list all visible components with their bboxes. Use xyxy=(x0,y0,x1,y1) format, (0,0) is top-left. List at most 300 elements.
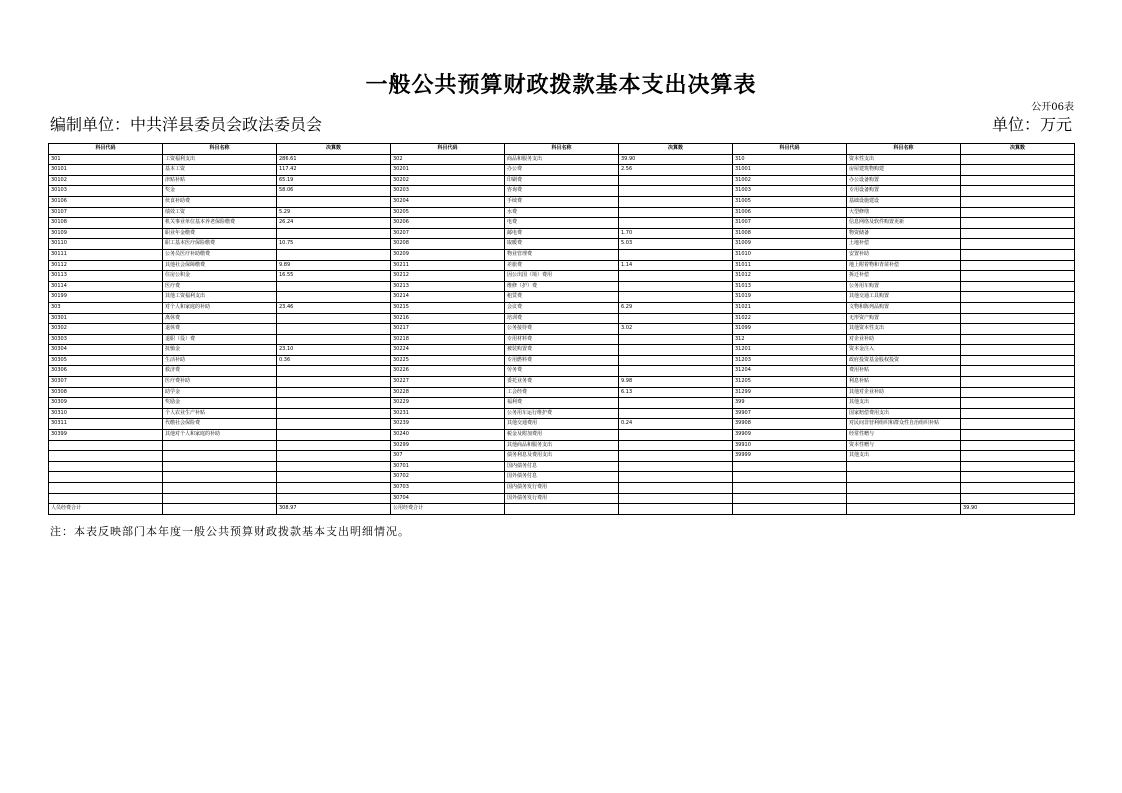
code-cell: 31012 xyxy=(733,271,847,282)
code-cell: 30212 xyxy=(391,271,505,282)
name-cell: 其他支出 xyxy=(847,398,961,409)
name-cell: 对民间非营利组织和群众性自治组织补贴 xyxy=(847,419,961,430)
table-row xyxy=(49,355,1075,366)
table-row xyxy=(49,419,1075,430)
amount-cell xyxy=(277,493,391,504)
name-cell: 公务用车运行维护费 xyxy=(505,408,619,419)
name-cell: 助学金 xyxy=(163,387,277,398)
name-cell xyxy=(847,483,961,494)
column-header: 科目名称 xyxy=(163,144,277,155)
table-row xyxy=(49,451,1075,462)
name-cell: 水费 xyxy=(505,207,619,218)
name-cell: 绩效工资 xyxy=(163,207,277,218)
code-cell: 39909 xyxy=(733,430,847,441)
name-cell: 信息网络及软件购置更新 xyxy=(847,218,961,229)
table-row xyxy=(49,154,1075,165)
code-cell: 30309 xyxy=(49,398,163,409)
code-cell: 人员经费合计 xyxy=(49,504,163,515)
name-cell: 代缴社会保险费 xyxy=(163,419,277,430)
name-cell: 住房公积金 xyxy=(163,271,277,282)
column-header: 决算数 xyxy=(277,144,391,155)
amount-cell xyxy=(277,249,391,260)
name-cell: 取暖费 xyxy=(505,239,619,250)
name-cell: 对企业补助 xyxy=(847,334,961,345)
amount-cell: 5.03 xyxy=(619,239,733,250)
code-cell xyxy=(49,472,163,483)
code-cell: 30217 xyxy=(391,324,505,335)
code-cell: 301 xyxy=(49,154,163,165)
code-cell: 30704 xyxy=(391,493,505,504)
amount-cell xyxy=(619,504,733,515)
code-cell: 310 xyxy=(733,154,847,165)
amount-cell: 1.70 xyxy=(619,228,733,239)
code-cell: 30229 xyxy=(391,398,505,409)
amount-cell xyxy=(619,493,733,504)
name-cell: 福利费 xyxy=(505,398,619,409)
code-cell: 30702 xyxy=(391,472,505,483)
amount-cell xyxy=(619,345,733,356)
code-cell: 30308 xyxy=(49,387,163,398)
code-cell: 30109 xyxy=(49,228,163,239)
code-cell: 30208 xyxy=(391,239,505,250)
amount-cell xyxy=(277,461,391,472)
table-row xyxy=(49,345,1075,356)
code-cell: 30199 xyxy=(49,292,163,303)
name-cell: 邮电费 xyxy=(505,228,619,239)
amount-cell xyxy=(961,313,1075,324)
code-cell: 30226 xyxy=(391,366,505,377)
amount-cell xyxy=(619,483,733,494)
amount-cell: 2.56 xyxy=(619,165,733,176)
amount-cell xyxy=(961,461,1075,472)
name-cell: 抚恤金 xyxy=(163,345,277,356)
amount-cell xyxy=(277,228,391,239)
table-row xyxy=(49,228,1075,239)
column-header: 科目名称 xyxy=(847,144,961,155)
column-header: 科目名称 xyxy=(505,144,619,155)
name-cell: 国外债务付息 xyxy=(505,472,619,483)
name-cell: 奖励金 xyxy=(163,398,277,409)
code-cell: 30227 xyxy=(391,377,505,388)
amount-cell xyxy=(277,408,391,419)
name-cell: 医疗费 xyxy=(163,281,277,292)
name-cell xyxy=(847,504,961,515)
amount-cell: 0.36 xyxy=(277,355,391,366)
amount-cell xyxy=(619,292,733,303)
amount-cell xyxy=(277,398,391,409)
amount-cell xyxy=(961,387,1075,398)
code-cell xyxy=(49,461,163,472)
amount-cell xyxy=(619,355,733,366)
amount-cell: 10.75 xyxy=(277,239,391,250)
code-cell: 31201 xyxy=(733,345,847,356)
code-cell: 30101 xyxy=(49,165,163,176)
name-cell: 物业管理费 xyxy=(505,249,619,260)
name-cell: 其他工资福利支出 xyxy=(163,292,277,303)
name-cell: 其他交通费用 xyxy=(505,419,619,430)
code-cell: 30213 xyxy=(391,281,505,292)
amount-cell xyxy=(277,377,391,388)
code-cell: 30111 xyxy=(49,249,163,260)
amount-cell xyxy=(961,175,1075,186)
name-cell: 差旅费 xyxy=(505,260,619,271)
code-cell: 31002 xyxy=(733,175,847,186)
name-cell: 文物和陈列品购置 xyxy=(847,302,961,313)
amount-cell xyxy=(961,271,1075,282)
name-cell: 大型修缮 xyxy=(847,207,961,218)
code-cell xyxy=(49,483,163,494)
code-cell: 30114 xyxy=(49,281,163,292)
name-cell: 奖金 xyxy=(163,186,277,197)
amount-cell xyxy=(961,334,1075,345)
code-cell: 30201 xyxy=(391,165,505,176)
table-row xyxy=(49,440,1075,451)
column-header: 决算数 xyxy=(961,144,1075,155)
name-cell: 费用补贴 xyxy=(847,366,961,377)
code-cell: 303 xyxy=(49,302,163,313)
amount-cell xyxy=(961,440,1075,451)
name-cell: 维修（护）费 xyxy=(505,281,619,292)
amount-cell xyxy=(961,207,1075,218)
amount-cell xyxy=(619,366,733,377)
code-cell: 31005 xyxy=(733,196,847,207)
code-cell: 30299 xyxy=(391,440,505,451)
code-cell: 30206 xyxy=(391,218,505,229)
code-cell: 31013 xyxy=(733,281,847,292)
code-cell xyxy=(733,483,847,494)
name-cell: 委托业务费 xyxy=(505,377,619,388)
name-cell: 生活补助 xyxy=(163,355,277,366)
code-cell: 39999 xyxy=(733,451,847,462)
name-cell: 租赁费 xyxy=(505,292,619,303)
amount-cell xyxy=(961,355,1075,366)
code-cell: 30225 xyxy=(391,355,505,366)
name-cell: 其他对企业补助 xyxy=(847,387,961,398)
amount-cell xyxy=(961,472,1075,483)
amount-cell: 23.46 xyxy=(277,302,391,313)
form-number: 公开06表 xyxy=(1031,102,1074,113)
name-cell: 退职（役）费 xyxy=(163,334,277,345)
table-row xyxy=(49,472,1075,483)
amount-cell xyxy=(961,430,1075,441)
amount-cell xyxy=(277,440,391,451)
name-cell: 国内债务付息 xyxy=(505,461,619,472)
code-cell: 30107 xyxy=(49,207,163,218)
name-cell: 手续费 xyxy=(505,196,619,207)
amount-cell xyxy=(961,451,1075,462)
table-row xyxy=(49,302,1075,313)
amount-cell xyxy=(277,196,391,207)
table-row xyxy=(49,186,1075,197)
name-cell: 国内债务发行费用 xyxy=(505,483,619,494)
amount-cell xyxy=(961,398,1075,409)
code-cell: 31010 xyxy=(733,249,847,260)
code-cell: 39907 xyxy=(733,408,847,419)
code-cell: 312 xyxy=(733,334,847,345)
amount-cell xyxy=(961,228,1075,239)
name-cell: 资本性支出 xyxy=(847,154,961,165)
amount-cell xyxy=(961,260,1075,271)
amount-cell: 16.55 xyxy=(277,271,391,282)
table-row xyxy=(49,292,1075,303)
code-cell: 399 xyxy=(733,398,847,409)
name-cell: 其他对个人和家庭的补助 xyxy=(163,430,277,441)
amount-cell xyxy=(619,207,733,218)
amount-cell xyxy=(961,493,1075,504)
name-cell: 办公费 xyxy=(505,165,619,176)
code-cell: 31203 xyxy=(733,355,847,366)
code-cell: 30306 xyxy=(49,366,163,377)
amount-cell xyxy=(961,345,1075,356)
code-cell: 公用经费合计 xyxy=(391,504,505,515)
code-cell xyxy=(49,451,163,462)
code-cell: 30112 xyxy=(49,260,163,271)
amount-cell xyxy=(277,313,391,324)
code-cell: 30209 xyxy=(391,249,505,260)
name-cell: 其他交通工具购置 xyxy=(847,292,961,303)
code-cell: 31006 xyxy=(733,207,847,218)
column-header: 科目代码 xyxy=(733,144,847,155)
code-cell: 30218 xyxy=(391,334,505,345)
name-cell: 救济费 xyxy=(163,366,277,377)
code-cell: 30301 xyxy=(49,313,163,324)
name-cell: 被装购置费 xyxy=(505,345,619,356)
name-cell xyxy=(847,472,961,483)
code-cell: 30307 xyxy=(49,377,163,388)
table-row xyxy=(49,377,1075,388)
code-cell: 30216 xyxy=(391,313,505,324)
code-cell: 30205 xyxy=(391,207,505,218)
code-cell: 31299 xyxy=(733,387,847,398)
code-cell: 30701 xyxy=(391,461,505,472)
table-row xyxy=(49,461,1075,472)
amount-cell xyxy=(961,249,1075,260)
amount-cell xyxy=(619,249,733,260)
amount-cell xyxy=(277,451,391,462)
code-cell: 31019 xyxy=(733,292,847,303)
name-cell: 地上附着物和青苗补偿 xyxy=(847,260,961,271)
name-cell: 咨询费 xyxy=(505,186,619,197)
amount-cell: 3.02 xyxy=(619,324,733,335)
name-cell: 其他资本性支出 xyxy=(847,324,961,335)
code-cell: 307 xyxy=(391,451,505,462)
amount-cell xyxy=(961,302,1075,313)
amount-cell xyxy=(961,377,1075,388)
code-cell: 31204 xyxy=(733,366,847,377)
amount-cell xyxy=(619,461,733,472)
name-cell: 资本金注入 xyxy=(847,345,961,356)
amount-cell xyxy=(619,398,733,409)
name-cell: 经常性赠与 xyxy=(847,430,961,441)
code-cell xyxy=(49,440,163,451)
code-cell: 30224 xyxy=(391,345,505,356)
amount-cell xyxy=(961,419,1075,430)
name-cell xyxy=(163,451,277,462)
amount-cell xyxy=(619,271,733,282)
table-row xyxy=(49,324,1075,335)
table-row xyxy=(49,196,1075,207)
amount-cell xyxy=(619,196,733,207)
name-cell: 公务接待费 xyxy=(505,324,619,335)
code-cell: 31001 xyxy=(733,165,847,176)
code-cell: 30211 xyxy=(391,260,505,271)
name-cell: 其他商品和服务支出 xyxy=(505,440,619,451)
amount-cell xyxy=(961,483,1075,494)
amount-cell xyxy=(961,239,1075,250)
amount-cell: 9.89 xyxy=(277,260,391,271)
name-cell: 医疗费补助 xyxy=(163,377,277,388)
name-cell: 其他社会保障缴费 xyxy=(163,260,277,271)
name-cell: 税金及附加费用 xyxy=(505,430,619,441)
column-header: 科目代码 xyxy=(49,144,163,155)
name-cell: 伙食补助费 xyxy=(163,196,277,207)
name-cell: 职工基本医疗保险缴费 xyxy=(163,239,277,250)
amount-cell xyxy=(961,408,1075,419)
name-cell: 利息补贴 xyxy=(847,377,961,388)
table-row xyxy=(49,398,1075,409)
amount-cell: 6.29 xyxy=(619,302,733,313)
amount-cell xyxy=(961,218,1075,229)
expenditure-table xyxy=(48,143,1075,515)
amount-cell: 5.29 xyxy=(277,207,391,218)
name-cell: 培训费 xyxy=(505,313,619,324)
name-cell: 办公设备购置 xyxy=(847,175,961,186)
amount-cell: 9.98 xyxy=(619,377,733,388)
name-cell xyxy=(163,461,277,472)
name-cell: 债务利息及费用支出 xyxy=(505,451,619,462)
code-cell: 31003 xyxy=(733,186,847,197)
code-cell: 30106 xyxy=(49,196,163,207)
name-cell: 专用设备购置 xyxy=(847,186,961,197)
amount-cell xyxy=(277,292,391,303)
table-row xyxy=(49,493,1075,504)
amount-cell xyxy=(277,366,391,377)
unit-label: 单位：万元 xyxy=(991,115,1072,134)
amount-cell: 286.61 xyxy=(277,154,391,165)
amount-cell xyxy=(961,292,1075,303)
table-row xyxy=(49,408,1075,419)
name-cell xyxy=(163,504,277,515)
code-cell xyxy=(733,493,847,504)
code-cell: 30204 xyxy=(391,196,505,207)
amount-cell xyxy=(619,313,733,324)
code-cell: 30399 xyxy=(49,430,163,441)
amount-cell xyxy=(961,165,1075,176)
name-cell: 印刷费 xyxy=(505,175,619,186)
name-cell: 拆迁补偿 xyxy=(847,271,961,282)
name-cell xyxy=(847,461,961,472)
table-row xyxy=(49,334,1075,345)
table-row xyxy=(49,313,1075,324)
table-row xyxy=(49,165,1075,176)
code-cell: 30240 xyxy=(391,430,505,441)
amount-cell xyxy=(619,281,733,292)
name-cell: 国外债务发行费用 xyxy=(505,493,619,504)
name-cell xyxy=(163,472,277,483)
amount-cell: 39.90 xyxy=(619,154,733,165)
code-cell: 30113 xyxy=(49,271,163,282)
table-body xyxy=(49,154,1075,514)
table-row xyxy=(49,430,1075,441)
table-row xyxy=(49,175,1075,186)
amount-cell xyxy=(961,196,1075,207)
organization-label: 编制单位：中共洋县委员会政法委员会 xyxy=(50,115,323,134)
amount-cell xyxy=(961,366,1075,377)
amount-cell: 117.42 xyxy=(277,165,391,176)
amount-cell xyxy=(277,472,391,483)
name-cell: 机关事业单位基本养老保险缴费 xyxy=(163,218,277,229)
amount-cell xyxy=(619,440,733,451)
table-row xyxy=(49,483,1075,494)
code-cell: 302 xyxy=(391,154,505,165)
name-cell: 工会经费 xyxy=(505,387,619,398)
amount-cell: 308.97 xyxy=(277,504,391,515)
name-cell: 基础设施建设 xyxy=(847,196,961,207)
table-header-row xyxy=(49,144,1075,155)
table-row xyxy=(49,239,1075,250)
code-cell: 30203 xyxy=(391,186,505,197)
code-cell: 31022 xyxy=(733,313,847,324)
table-row xyxy=(49,504,1075,515)
code-cell: 30214 xyxy=(391,292,505,303)
amount-cell xyxy=(619,408,733,419)
code-cell: 30302 xyxy=(49,324,163,335)
name-cell: 资本性赠与 xyxy=(847,440,961,451)
name-cell: 其他支出 xyxy=(847,451,961,462)
name-cell: 国家赔偿费用支出 xyxy=(847,408,961,419)
name-cell: 安置补助 xyxy=(847,249,961,260)
code-cell: 31007 xyxy=(733,218,847,229)
amount-cell xyxy=(277,334,391,345)
code-cell: 30703 xyxy=(391,483,505,494)
amount-cell xyxy=(277,419,391,430)
amount-cell xyxy=(619,334,733,345)
name-cell: 离休费 xyxy=(163,313,277,324)
name-cell: 房屋建筑物购建 xyxy=(847,165,961,176)
name-cell: 专用燃料费 xyxy=(505,355,619,366)
amount-cell xyxy=(277,387,391,398)
code-cell: 31009 xyxy=(733,239,847,250)
table-row xyxy=(49,271,1075,282)
amount-cell: 39.90 xyxy=(961,504,1075,515)
code-cell xyxy=(733,472,847,483)
amount-cell xyxy=(277,430,391,441)
code-cell: 30207 xyxy=(391,228,505,239)
code-cell xyxy=(733,461,847,472)
footnote: 注：本表反映部门本年度一般公共预算财政拨款基本支出明细情况。 xyxy=(50,525,410,538)
name-cell: 退休费 xyxy=(163,324,277,335)
code-cell: 30304 xyxy=(49,345,163,356)
table-row xyxy=(49,281,1075,292)
table-row xyxy=(49,207,1075,218)
code-cell: 30215 xyxy=(391,302,505,313)
code-cell: 30110 xyxy=(49,239,163,250)
amount-cell xyxy=(619,175,733,186)
code-cell: 30311 xyxy=(49,419,163,430)
amount-cell xyxy=(961,186,1075,197)
code-cell: 30239 xyxy=(391,419,505,430)
amount-cell: 23.10 xyxy=(277,345,391,356)
name-cell: 土地补偿 xyxy=(847,239,961,250)
amount-cell: 65.19 xyxy=(277,175,391,186)
table-row xyxy=(49,249,1075,260)
name-cell: 工资福利支出 xyxy=(163,154,277,165)
name-cell: 公务用车购置 xyxy=(847,281,961,292)
code-cell: 31099 xyxy=(733,324,847,335)
code-cell: 31021 xyxy=(733,302,847,313)
amount-cell: 26.24 xyxy=(277,218,391,229)
code-cell xyxy=(733,504,847,515)
